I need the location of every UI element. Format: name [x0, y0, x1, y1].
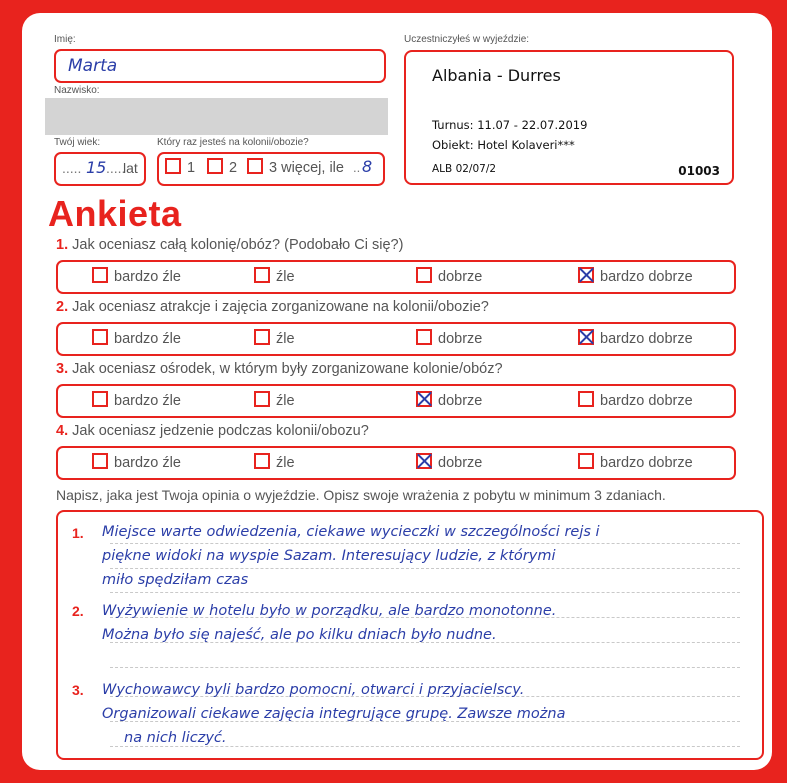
q2-checkbox-4-checked[interactable]	[578, 329, 594, 345]
q3-option-bardzo-zle[interactable]: bardzo źle	[92, 391, 181, 411]
q3-option-zle[interactable]: źle	[254, 391, 295, 411]
q1-checkbox-3[interactable]	[416, 267, 432, 283]
survey-paper	[22, 13, 772, 770]
name-label: Imię:	[54, 34, 76, 45]
age-value: 15	[86, 158, 107, 177]
age-field[interactable]	[54, 152, 146, 186]
opinion-prompt: Napisz, jaka jest Twoja opinia o wyjeździe. Opisz swoje wrażenia z pobytu w minimum 3 zdaniach.	[56, 487, 666, 503]
age-label: Twój wiek:	[54, 137, 101, 148]
times-option-1[interactable]: 1	[165, 158, 195, 178]
q4-checkbox-2[interactable]	[254, 453, 270, 469]
q4-option-zle[interactable]: źle	[254, 453, 295, 473]
question-1: 1. Jak oceniasz całą kolonię/obóz? (Podobało Ci się?)	[56, 237, 404, 253]
q4-checkbox-4[interactable]	[578, 453, 594, 469]
times-count: 8	[362, 157, 373, 176]
q3-checkbox-3-checked[interactable]	[416, 391, 432, 407]
age-dots: .....	[62, 160, 82, 176]
q1-checkbox-4-checked[interactable]	[578, 267, 594, 283]
q4-option-bardzo-zle[interactable]: bardzo źle	[92, 453, 181, 473]
times-checkbox-1[interactable]	[165, 158, 181, 174]
times-option-2[interactable]: 2	[207, 158, 237, 178]
q1-option-zle[interactable]: źle	[254, 267, 295, 287]
times-label: Który raz jesteś na kolonii/obozie?	[157, 137, 309, 148]
name-value: Marta	[68, 56, 118, 76]
rating-row-1	[56, 260, 736, 294]
q4-checkbox-1[interactable]	[92, 453, 108, 469]
form-title: Ankieta	[48, 193, 182, 234]
q4-option-bardzo-dobrze[interactable]: bardzo dobrze	[578, 453, 693, 473]
q3-checkbox-2[interactable]	[254, 391, 270, 407]
q2-option-dobrze[interactable]: dobrze	[416, 329, 482, 349]
destination-turnus: Turnus: 11.07 - 22.07.2019	[432, 118, 588, 132]
q3-option-bardzo-dobrze[interactable]: bardzo dobrze	[578, 391, 693, 411]
destination-id: 01003	[678, 164, 720, 178]
times-checkbox-2[interactable]	[207, 158, 223, 174]
q3-option-dobrze[interactable]: dobrze	[416, 391, 482, 411]
answer-2-number: 2.	[72, 603, 84, 619]
age-unit: lat	[123, 160, 138, 176]
rating-row-4	[56, 446, 736, 480]
surname-redaction	[45, 98, 388, 135]
q2-checkbox-1[interactable]	[92, 329, 108, 345]
q2-option-bardzo-dobrze[interactable]: bardzo dobrze	[578, 329, 693, 349]
times-field[interactable]	[157, 152, 385, 186]
q1-option-bardzo-zle[interactable]: bardzo źle	[92, 267, 181, 287]
q4-checkbox-3-checked[interactable]	[416, 453, 432, 469]
q2-option-zle[interactable]: źle	[254, 329, 295, 349]
participant-label: Uczestniczyłeś w wyjeździe:	[404, 34, 530, 45]
q2-option-bardzo-zle[interactable]: bardzo źle	[92, 329, 181, 349]
opinion-answer-box[interactable]	[56, 510, 764, 760]
q2-checkbox-3[interactable]	[416, 329, 432, 345]
answer-3-text: Wychowawcy byli bardzo pomocni, otwarci i przyjacielscy. Organizowali ciekawe zajęcia integrujące grupę. Zawsze można na nich liczyć.	[102, 682, 566, 746]
destination-obiekt: Obiekt: Hotel Kolaveri***	[432, 138, 575, 152]
destination-code: ALB 02/07/2	[432, 163, 497, 175]
question-3: 3. Jak oceniasz ośrodek, w którym były zorganizowane kolonie/obóz?	[56, 361, 503, 377]
q3-checkbox-4[interactable]	[578, 391, 594, 407]
destination-card	[404, 50, 734, 185]
ruled-line	[110, 667, 740, 668]
q3-checkbox-1[interactable]	[92, 391, 108, 407]
rating-row-2	[56, 322, 736, 356]
q1-option-bardzo-dobrze[interactable]: bardzo dobrze	[578, 267, 693, 287]
q1-checkbox-2[interactable]	[254, 267, 270, 283]
answer-2-text: Wyżywienie w hotelu było w porządku, ale bardzo monotonne. Można było się najeść, ale po kilku dniach było nudne.	[102, 603, 557, 643]
age-dots-2: .....	[106, 160, 126, 176]
q1-option-dobrze[interactable]: dobrze	[416, 267, 482, 287]
times-dots: ..	[353, 160, 361, 175]
ruled-line	[110, 592, 740, 593]
surname-label: Nazwisko:	[54, 85, 100, 96]
question-4: 4. Jak oceniasz jedzenie podczas kolonii/obozu?	[56, 423, 369, 439]
q1-checkbox-1[interactable]	[92, 267, 108, 283]
name-field[interactable]	[54, 49, 386, 83]
q2-checkbox-2[interactable]	[254, 329, 270, 345]
answer-1-text: Miejsce warte odwiedzenia, ciekawe wycieczki w szczególności rejs i piękne widoki na wyspie Sazam. Interesujący ludzie, z którymi miło spędziłam czas	[102, 524, 600, 588]
answer-3-number: 3.	[72, 682, 84, 698]
rating-row-3	[56, 384, 736, 418]
times-checkbox-3[interactable]	[247, 158, 263, 174]
q4-option-dobrze[interactable]: dobrze	[416, 453, 482, 473]
question-2: 2. Jak oceniasz atrakcje i zajęcia zorganizowane na kolonii/obozie?	[56, 299, 489, 315]
times-option-3[interactable]: 3 więcej, ile	[247, 158, 344, 178]
answer-1-number: 1.	[72, 525, 84, 541]
destination-title: Albania - Durres	[432, 66, 561, 85]
